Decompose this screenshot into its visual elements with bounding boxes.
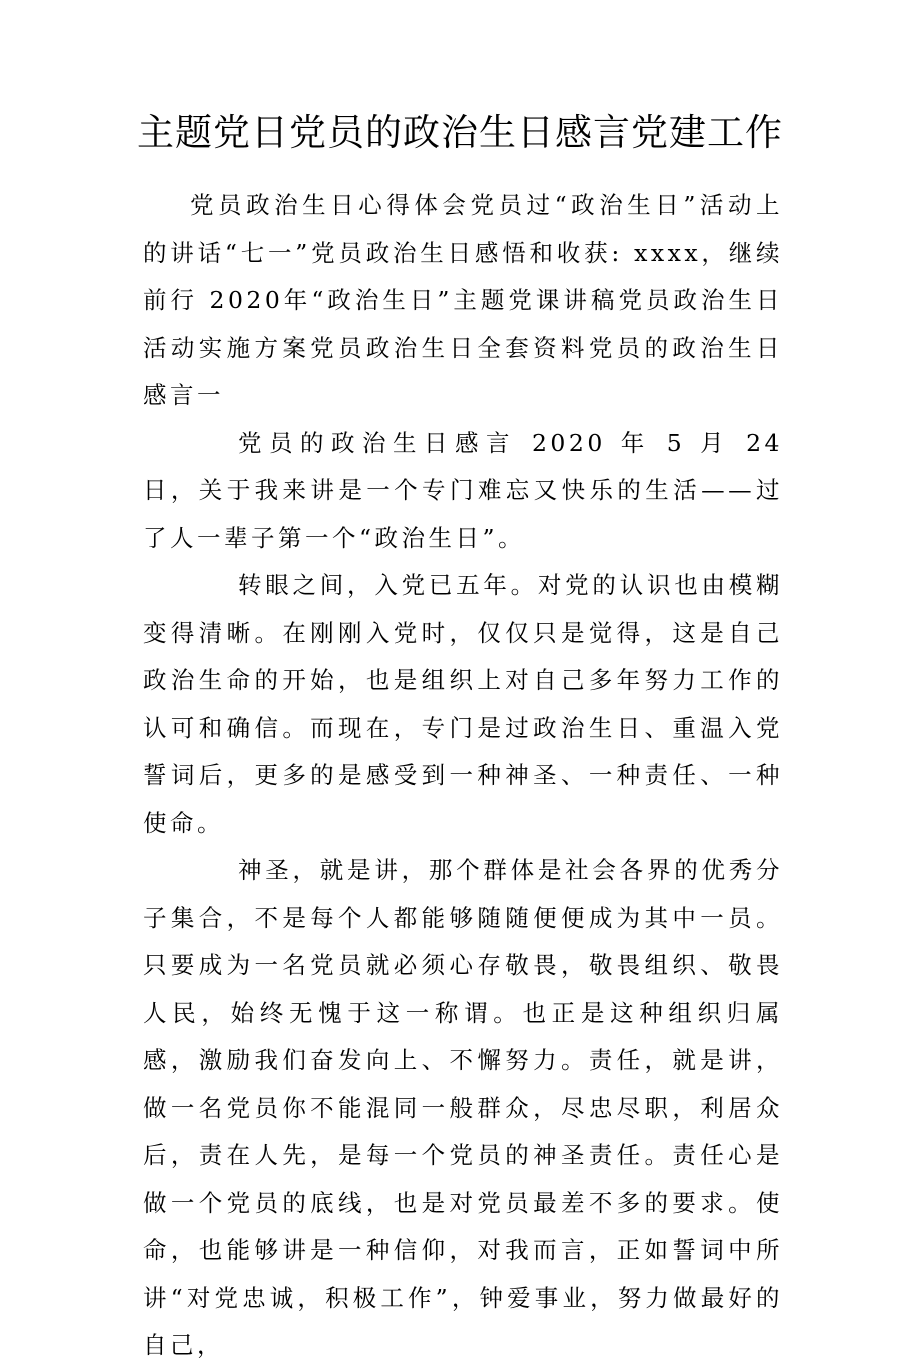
- document-body: [143, 182, 783, 1370]
- paragraph-2: 党员的政治生日感言 2020 年 5 月 24 日，关于我来讲是一个专门难忘又快乐的生活——过了人一辈子第一个“政治生日”。: [143, 428, 783, 552]
- document-title: 主题党日党员的政治生日感言党建工作: [137, 111, 783, 154]
- paragraph-4: 神圣，就是讲，那个群体是社会各界的优秀分子集合，不是每个人都能够随随便便成为其中一员。只要成为一名党员就必须心存敬畏，敬畏组织、敬畏人民，始终无愧于这一称谓。也正是这种组织归属感，激励我们奋发向上、不懈努力。责任，就是讲，做一名党员你不能混同一般群众，尽忠尽职，利居众后，责在人先，是每一个党员的神圣责任。责任心是做一个党员的底线，也是对党员最差不多的要求。使命，也能够讲是一种信仰，对我而言，正如誓词中所讲“对党忠诚，积极工作”，钟爱事业，努力做最好的自己，: [143, 856, 783, 1359]
- paragraph-3: 转眼之间，入党已五年。对党的认识也由模糊变得清晰。在刚刚入党时，仅仅只是觉得，这是自己政治生命的开始，也是组织上对自己多年努力工作的认可和确信。而现在，专门是过政治生日、重温入党誓词后，更多的是感受到一种神圣、一种责任、一种使命。: [143, 571, 783, 837]
- paragraph-1: 党员政治生日心得体会党员过“政治生日”活动上 的讲话“七一”党员政治生日感悟和收获: xxxx，继续前行 2020年“政治生日”主题党课讲稿党员政治生日活动实施方案党员政治生日全套资料党员的政治生日感言一: [143, 191, 783, 409]
